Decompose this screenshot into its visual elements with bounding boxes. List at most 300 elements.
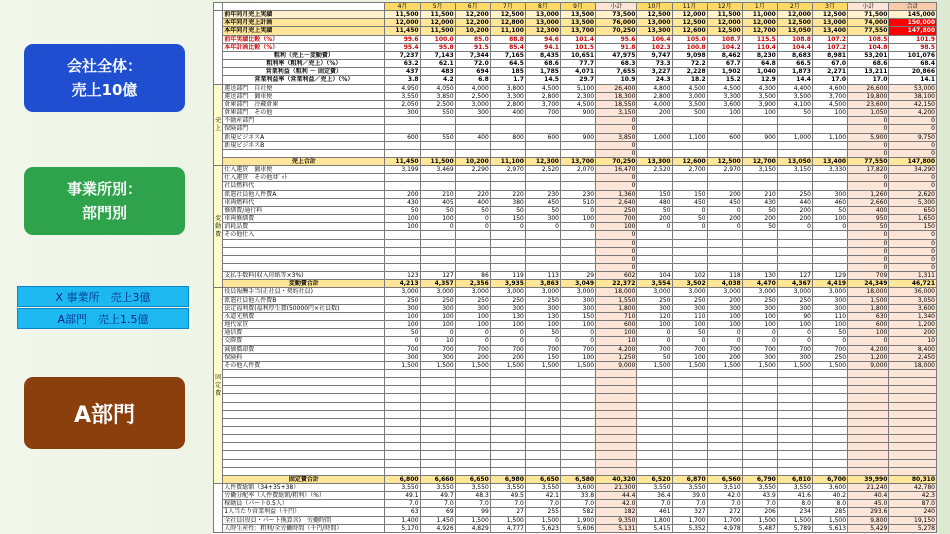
- value-cell[interactable]: 120: [637, 312, 672, 320]
- value-cell[interactable]: [596, 451, 637, 459]
- value-cell[interactable]: 100: [742, 312, 777, 320]
- value-cell[interactable]: 1.7: [490, 76, 525, 84]
- value-cell[interactable]: 7.0: [420, 500, 455, 508]
- value-cell[interactable]: 0: [848, 231, 889, 239]
- value-cell[interactable]: [672, 410, 707, 418]
- value-cell[interactable]: 11,500: [707, 11, 742, 19]
- value-cell[interactable]: [420, 459, 455, 467]
- value-cell[interactable]: 3,050: [889, 296, 937, 304]
- value-cell[interactable]: [742, 149, 777, 157]
- value-cell[interactable]: 18,300: [596, 92, 637, 100]
- value-cell[interactable]: [777, 239, 812, 247]
- value-cell[interactable]: [889, 467, 937, 475]
- value-cell[interactable]: 1,500: [707, 361, 742, 369]
- value-cell[interactable]: 3,700: [812, 92, 847, 100]
- value-cell[interactable]: 44.4: [596, 492, 637, 500]
- value-cell[interactable]: 1,050: [848, 109, 889, 117]
- value-cell[interactable]: 4,777: [490, 524, 525, 532]
- value-cell[interactable]: [560, 418, 595, 426]
- value-cell[interactable]: [637, 402, 672, 410]
- value-cell[interactable]: 0: [672, 223, 707, 231]
- value-cell[interactable]: 13,400: [812, 27, 847, 35]
- value-cell[interactable]: 8,462: [707, 51, 742, 59]
- value-cell[interactable]: [777, 231, 812, 239]
- value-cell[interactable]: 50: [385, 329, 420, 337]
- value-cell[interactable]: 99: [455, 508, 490, 516]
- value-cell[interactable]: 0: [596, 239, 637, 247]
- value-cell[interactable]: [560, 394, 595, 402]
- value-cell[interactable]: 100: [525, 321, 560, 329]
- value-cell[interactable]: [596, 418, 637, 426]
- value-cell[interactable]: [385, 117, 420, 125]
- value-cell[interactable]: [385, 255, 420, 263]
- value-cell[interactable]: 800: [490, 133, 525, 141]
- value-cell[interactable]: 510: [560, 198, 595, 206]
- value-cell[interactable]: 12,800: [490, 19, 525, 27]
- value-cell[interactable]: [742, 370, 777, 378]
- value-cell[interactable]: 13,050: [777, 27, 812, 35]
- value-cell[interactable]: 100: [560, 321, 595, 329]
- value-cell[interactable]: 1,500: [848, 296, 889, 304]
- value-cell[interactable]: 300: [385, 109, 420, 117]
- value-cell[interactable]: [490, 141, 525, 149]
- value-cell[interactable]: [889, 427, 937, 435]
- value-cell[interactable]: 2,700: [672, 166, 707, 174]
- value-cell[interactable]: 150: [560, 312, 595, 320]
- value-cell[interactable]: 39.0: [672, 492, 707, 500]
- value-cell[interactable]: [889, 394, 937, 402]
- value-cell[interactable]: [596, 370, 637, 378]
- value-cell[interactable]: 150: [490, 215, 525, 223]
- value-cell[interactable]: 102: [672, 272, 707, 280]
- value-cell[interactable]: 1,250: [596, 353, 637, 361]
- value-cell[interactable]: [385, 402, 420, 410]
- value-cell[interactable]: [637, 443, 672, 451]
- value-cell[interactable]: [525, 459, 560, 467]
- value-cell[interactable]: 13,500: [560, 11, 595, 19]
- value-cell[interactable]: 12,500: [672, 19, 707, 27]
- value-cell[interactable]: 250: [637, 296, 672, 304]
- value-cell[interactable]: 101.9: [889, 35, 937, 43]
- value-cell[interactable]: 42.0: [596, 500, 637, 508]
- value-cell[interactable]: [490, 427, 525, 435]
- value-cell[interactable]: 3,000: [420, 288, 455, 296]
- value-cell[interactable]: 17.0: [812, 76, 847, 84]
- value-cell[interactable]: [525, 386, 560, 394]
- value-cell[interactable]: 95.8: [420, 43, 455, 51]
- value-cell[interactable]: 5,352: [672, 524, 707, 532]
- value-cell[interactable]: [777, 174, 812, 182]
- value-cell[interactable]: 300: [455, 109, 490, 117]
- value-cell[interactable]: 50: [455, 206, 490, 214]
- value-cell[interactable]: 50: [742, 223, 777, 231]
- value-cell[interactable]: 4,470: [742, 280, 777, 288]
- value-cell[interactable]: [596, 410, 637, 418]
- value-cell[interactable]: [742, 117, 777, 125]
- value-cell[interactable]: 1,500: [672, 361, 707, 369]
- value-cell[interactable]: 600: [596, 321, 637, 329]
- value-cell[interactable]: 461: [637, 508, 672, 516]
- value-cell[interactable]: 250: [525, 296, 560, 304]
- value-cell[interactable]: 700: [742, 345, 777, 353]
- value-cell[interactable]: 3,049: [560, 280, 595, 288]
- value-cell[interactable]: [777, 443, 812, 451]
- value-cell[interactable]: 3,300: [707, 92, 742, 100]
- value-cell[interactable]: 5,131: [596, 524, 637, 532]
- value-cell[interactable]: [525, 149, 560, 157]
- value-cell[interactable]: [777, 418, 812, 426]
- value-cell[interactable]: 13,000: [525, 11, 560, 19]
- value-cell[interactable]: [707, 427, 742, 435]
- value-cell[interactable]: 1,700: [707, 516, 742, 524]
- value-cell[interactable]: [707, 247, 742, 255]
- value-cell[interactable]: [672, 435, 707, 443]
- value-cell[interactable]: [490, 182, 525, 190]
- value-cell[interactable]: 0: [385, 337, 420, 345]
- value-cell[interactable]: 3,330: [812, 166, 847, 174]
- value-cell[interactable]: 3,550: [742, 484, 777, 492]
- value-cell[interactable]: 2,970: [490, 166, 525, 174]
- value-cell[interactable]: 206: [742, 508, 777, 516]
- value-cell[interactable]: 700: [525, 345, 560, 353]
- value-cell[interactable]: 250: [777, 190, 812, 198]
- value-cell[interactable]: 300: [742, 304, 777, 312]
- value-cell[interactable]: [455, 182, 490, 190]
- value-cell[interactable]: [525, 394, 560, 402]
- value-cell[interactable]: [707, 386, 742, 394]
- value-cell[interactable]: [455, 459, 490, 467]
- value-cell[interactable]: 99.6: [385, 35, 420, 43]
- value-cell[interactable]: 700: [777, 345, 812, 353]
- value-cell[interactable]: 200: [707, 296, 742, 304]
- value-cell[interactable]: 13,300: [637, 27, 672, 35]
- value-cell[interactable]: [525, 264, 560, 272]
- value-cell[interactable]: 100: [596, 223, 637, 231]
- value-cell[interactable]: [742, 386, 777, 394]
- value-cell[interactable]: [420, 247, 455, 255]
- value-cell[interactable]: 100: [707, 312, 742, 320]
- value-cell[interactable]: 400: [455, 198, 490, 206]
- value-cell[interactable]: [707, 443, 742, 451]
- value-cell[interactable]: 72.0: [455, 60, 490, 68]
- value-cell[interactable]: 100: [385, 223, 420, 231]
- value-cell[interactable]: [420, 435, 455, 443]
- value-cell[interactable]: [707, 410, 742, 418]
- value-cell[interactable]: 1,340: [889, 312, 937, 320]
- value-cell[interactable]: 42,780: [889, 484, 937, 492]
- value-cell[interactable]: [672, 418, 707, 426]
- value-cell[interactable]: 0: [848, 264, 889, 272]
- value-cell[interactable]: 1,500: [385, 361, 420, 369]
- value-cell[interactable]: 13,500: [560, 19, 595, 27]
- value-cell[interactable]: [525, 231, 560, 239]
- value-cell[interactable]: 1,500: [742, 361, 777, 369]
- value-cell[interactable]: 185: [490, 68, 525, 76]
- value-cell[interactable]: [560, 378, 595, 386]
- value-cell[interactable]: [455, 141, 490, 149]
- value-cell[interactable]: 0: [848, 255, 889, 263]
- value-cell[interactable]: 5,789: [777, 524, 812, 532]
- value-cell[interactable]: 18,550: [596, 100, 637, 108]
- value-cell[interactable]: 250: [812, 353, 847, 361]
- value-cell[interactable]: [742, 231, 777, 239]
- value-cell[interactable]: 7,655: [596, 68, 637, 76]
- value-cell[interactable]: [707, 378, 742, 386]
- value-cell[interactable]: 300: [455, 304, 490, 312]
- value-cell[interactable]: 200: [777, 215, 812, 223]
- value-cell[interactable]: [420, 467, 455, 475]
- value-cell[interactable]: 0: [560, 206, 595, 214]
- value-cell[interactable]: [455, 231, 490, 239]
- value-cell[interactable]: [812, 182, 847, 190]
- value-cell[interactable]: 0: [889, 125, 937, 133]
- value-cell[interactable]: 145,000: [889, 11, 937, 19]
- value-cell[interactable]: 3,600: [889, 304, 937, 312]
- value-cell[interactable]: 500: [672, 109, 707, 117]
- value-cell[interactable]: 101.4: [560, 35, 595, 43]
- value-cell[interactable]: 300: [707, 304, 742, 312]
- value-cell[interactable]: 327: [672, 508, 707, 516]
- value-cell[interactable]: [455, 402, 490, 410]
- value-cell[interactable]: 0: [812, 223, 847, 231]
- value-cell[interactable]: 47,975: [596, 51, 637, 59]
- value-cell[interactable]: [637, 255, 672, 263]
- value-cell[interactable]: 150: [889, 223, 937, 231]
- value-cell[interactable]: [455, 239, 490, 247]
- value-cell[interactable]: 4,050: [420, 84, 455, 92]
- value-cell[interactable]: [707, 467, 742, 475]
- value-cell[interactable]: [525, 378, 560, 386]
- value-cell[interactable]: 3,000: [742, 288, 777, 296]
- office-sales-label[interactable]: X 事業所 売上3億: [17, 286, 189, 307]
- value-cell[interactable]: 21,300: [596, 484, 637, 492]
- value-cell[interactable]: 200: [637, 215, 672, 223]
- value-cell[interactable]: [420, 231, 455, 239]
- value-cell[interactable]: 200: [455, 353, 490, 361]
- value-cell[interactable]: [672, 239, 707, 247]
- value-cell[interactable]: [637, 125, 672, 133]
- value-cell[interactable]: 0: [596, 149, 637, 157]
- value-cell[interactable]: 300: [525, 215, 560, 223]
- value-cell[interactable]: [672, 174, 707, 182]
- value-cell[interactable]: 7.0: [637, 500, 672, 508]
- value-cell[interactable]: 100: [560, 215, 595, 223]
- value-cell[interactable]: 12,700: [742, 27, 777, 35]
- value-cell[interactable]: 200: [385, 190, 420, 198]
- value-cell[interactable]: 100: [812, 321, 847, 329]
- value-cell[interactable]: 2,290: [455, 166, 490, 174]
- value-cell[interactable]: [596, 378, 637, 386]
- value-cell[interactable]: 45.0: [848, 500, 889, 508]
- value-cell[interactable]: 0: [889, 231, 937, 239]
- value-cell[interactable]: 3,510: [707, 484, 742, 492]
- value-cell[interactable]: 4,829: [455, 524, 490, 532]
- value-cell[interactable]: [707, 459, 742, 467]
- value-cell[interactable]: 1,450: [420, 516, 455, 524]
- value-cell[interactable]: 700: [385, 345, 420, 353]
- value-cell[interactable]: [455, 378, 490, 386]
- value-cell[interactable]: [812, 264, 847, 272]
- value-cell[interactable]: 50: [637, 206, 672, 214]
- value-cell[interactable]: 110: [672, 312, 707, 320]
- value-cell[interactable]: 3,900: [742, 100, 777, 108]
- value-cell[interactable]: 700: [672, 345, 707, 353]
- value-cell[interactable]: [707, 394, 742, 402]
- value-cell[interactable]: 272: [707, 508, 742, 516]
- value-cell[interactable]: [385, 231, 420, 239]
- value-cell[interactable]: 440: [777, 198, 812, 206]
- value-cell[interactable]: 450: [525, 198, 560, 206]
- value-cell[interactable]: [490, 255, 525, 263]
- value-cell[interactable]: [637, 141, 672, 149]
- value-cell[interactable]: 700: [560, 345, 595, 353]
- value-cell[interactable]: 3,500: [742, 92, 777, 100]
- value-cell[interactable]: 26,400: [596, 84, 637, 92]
- value-cell[interactable]: 0: [420, 329, 455, 337]
- value-cell[interactable]: [525, 443, 560, 451]
- value-cell[interactable]: [637, 117, 672, 125]
- value-cell[interactable]: [812, 435, 847, 443]
- value-cell[interactable]: [672, 247, 707, 255]
- value-cell[interactable]: [812, 247, 847, 255]
- value-cell[interactable]: 100: [420, 215, 455, 223]
- value-cell[interactable]: 3,863: [525, 280, 560, 288]
- value-cell[interactable]: 63.2: [385, 60, 420, 68]
- value-cell[interactable]: [848, 443, 889, 451]
- value-cell[interactable]: [560, 264, 595, 272]
- value-cell[interactable]: [385, 182, 420, 190]
- value-cell[interactable]: [637, 264, 672, 272]
- value-cell[interactable]: 119: [490, 272, 525, 280]
- value-cell[interactable]: 0: [596, 255, 637, 263]
- value-cell[interactable]: 2,050: [385, 100, 420, 108]
- value-cell[interactable]: 0: [848, 239, 889, 247]
- value-cell[interactable]: 100: [420, 321, 455, 329]
- value-cell[interactable]: 0: [596, 264, 637, 272]
- value-cell[interactable]: 230: [525, 190, 560, 198]
- value-cell[interactable]: [385, 427, 420, 435]
- value-cell[interactable]: [672, 394, 707, 402]
- value-cell[interactable]: 12,000: [742, 19, 777, 27]
- value-cell[interactable]: 0: [596, 174, 637, 182]
- value-cell[interactable]: 0: [707, 337, 742, 345]
- value-cell[interactable]: 4,071: [560, 68, 595, 76]
- value-cell[interactable]: 73.3: [637, 60, 672, 68]
- value-cell[interactable]: [420, 370, 455, 378]
- value-cell[interactable]: [490, 239, 525, 247]
- value-cell[interactable]: [777, 402, 812, 410]
- company-total-box[interactable]: [24, 44, 185, 112]
- value-cell[interactable]: [742, 255, 777, 263]
- value-cell[interactable]: 8,981: [812, 51, 847, 59]
- value-cell[interactable]: 73,500: [596, 11, 637, 19]
- value-cell[interactable]: 5,623: [525, 524, 560, 532]
- value-cell[interactable]: 18.2: [672, 76, 707, 84]
- value-cell[interactable]: 4,000: [637, 100, 672, 108]
- value-cell[interactable]: 3,600: [560, 484, 595, 492]
- value-cell[interactable]: [420, 402, 455, 410]
- value-cell[interactable]: 293.6: [848, 508, 889, 516]
- value-cell[interactable]: 3,227: [637, 68, 672, 76]
- value-cell[interactable]: 3,000: [812, 288, 847, 296]
- value-cell[interactable]: [455, 386, 490, 394]
- value-cell[interactable]: [812, 394, 847, 402]
- value-cell[interactable]: [637, 467, 672, 475]
- value-cell[interactable]: 300: [812, 304, 847, 312]
- value-cell[interactable]: 0: [672, 337, 707, 345]
- value-cell[interactable]: 234: [777, 508, 812, 516]
- value-cell[interactable]: [490, 231, 525, 239]
- value-cell[interactable]: [777, 435, 812, 443]
- value-cell[interactable]: [889, 386, 937, 394]
- value-cell[interactable]: 0: [848, 174, 889, 182]
- value-cell[interactable]: 3,850: [596, 133, 637, 141]
- value-cell[interactable]: 3,850: [420, 92, 455, 100]
- value-cell[interactable]: [672, 149, 707, 157]
- value-cell[interactable]: 50: [672, 329, 707, 337]
- value-cell[interactable]: 5,613: [812, 524, 847, 532]
- value-cell[interactable]: [637, 174, 672, 182]
- value-cell[interactable]: 7.0: [560, 500, 595, 508]
- value-cell[interactable]: 400: [848, 206, 889, 214]
- value-cell[interactable]: [707, 435, 742, 443]
- value-cell[interactable]: 0: [596, 182, 637, 190]
- value-cell[interactable]: 100: [707, 109, 742, 117]
- value-cell[interactable]: 42.1: [525, 492, 560, 500]
- value-cell[interactable]: 91.8: [596, 43, 637, 51]
- value-cell[interactable]: [742, 402, 777, 410]
- value-cell[interactable]: 300: [812, 190, 847, 198]
- value-cell[interactable]: [385, 141, 420, 149]
- value-cell[interactable]: 3,000: [672, 288, 707, 296]
- value-cell[interactable]: [889, 435, 937, 443]
- value-cell[interactable]: [525, 247, 560, 255]
- value-cell[interactable]: 3,550: [672, 484, 707, 492]
- value-cell[interactable]: [707, 117, 742, 125]
- value-cell[interactable]: 88.8: [490, 35, 525, 43]
- value-cell[interactable]: 250: [596, 206, 637, 214]
- value-cell[interactable]: [385, 174, 420, 182]
- value-cell[interactable]: [637, 149, 672, 157]
- value-cell[interactable]: [707, 402, 742, 410]
- value-cell[interactable]: [777, 149, 812, 157]
- value-cell[interactable]: 200: [707, 215, 742, 223]
- value-cell[interactable]: 22,372: [596, 280, 637, 288]
- value-cell[interactable]: 1,500: [777, 361, 812, 369]
- value-cell[interactable]: 400: [455, 133, 490, 141]
- value-cell[interactable]: 104.4: [777, 43, 812, 51]
- value-cell[interactable]: 10: [596, 337, 637, 345]
- value-cell[interactable]: [560, 427, 595, 435]
- value-cell[interactable]: 12.9: [742, 76, 777, 84]
- value-cell[interactable]: [812, 451, 847, 459]
- value-cell[interactable]: 64.5: [490, 60, 525, 68]
- value-cell[interactable]: [455, 255, 490, 263]
- value-cell[interactable]: 300: [385, 353, 420, 361]
- value-cell[interactable]: [742, 443, 777, 451]
- value-cell[interactable]: 3,550: [637, 484, 672, 492]
- value-cell[interactable]: [672, 467, 707, 475]
- value-cell[interactable]: [672, 443, 707, 451]
- value-cell[interactable]: 3,500: [777, 92, 812, 100]
- value-cell[interactable]: [777, 394, 812, 402]
- value-cell[interactable]: 460: [812, 198, 847, 206]
- value-cell[interactable]: 1,500: [455, 361, 490, 369]
- value-cell[interactable]: 480: [637, 198, 672, 206]
- value-cell[interactable]: [812, 149, 847, 157]
- value-cell[interactable]: 4,400: [777, 84, 812, 92]
- value-cell[interactable]: 9,000: [596, 361, 637, 369]
